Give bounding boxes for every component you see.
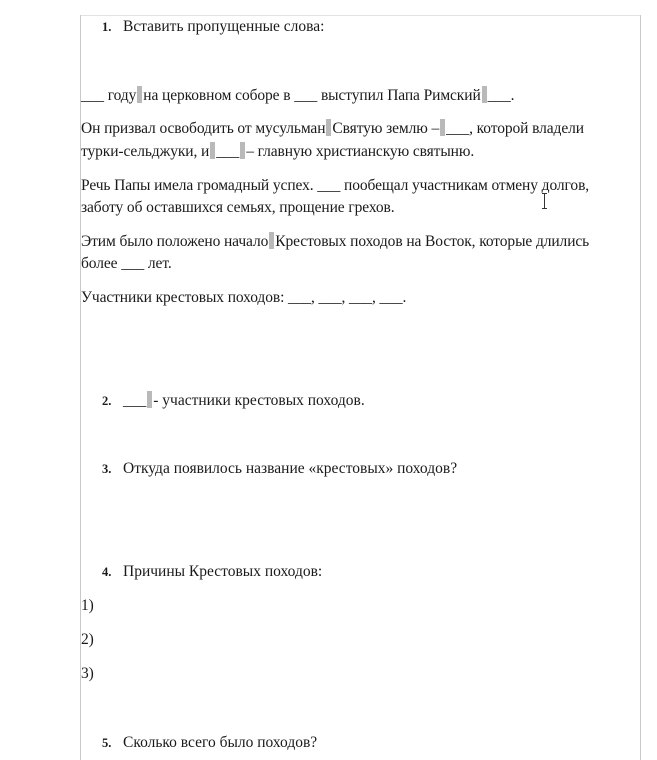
edit-mark [269, 232, 274, 249]
q5-number: 5. [102, 736, 112, 750]
fill-line-1[interactable] [81, 85, 514, 107]
edit-mark [482, 86, 487, 103]
edit-mark [137, 86, 142, 103]
fill-line-3-part-c: – главную христианскую святыню. [246, 143, 475, 160]
q2-label: - участники крестовых походов. [153, 392, 365, 409]
fill-line-1-part-c: ___. [487, 87, 515, 104]
q4-item-2[interactable]: 2) [81, 631, 94, 648]
fill-line-4[interactable]: Речь Папы имела громадный успех. ___ пообещал участникам отмену долгов, [81, 177, 590, 194]
fill-line-5[interactable]: заботу об оставшихся семьях, прощение грехов. [81, 199, 395, 216]
fill-line-3[interactable] [81, 141, 474, 163]
q2-text[interactable] [123, 390, 365, 412]
text-cursor-icon [542, 193, 548, 209]
edit-mark [240, 142, 245, 159]
fill-line-1-part-b: на церковном соборе в ___ выступил Папа Римский [143, 87, 481, 104]
fill-line-6-part-b: Крестовых походов на Восток, которые длились [275, 233, 590, 250]
q2-blank: ___ [123, 392, 147, 409]
page-right-edge [640, 15, 641, 760]
fill-line-2-part-b: Святую землю – [332, 120, 440, 137]
q4-number: 4. [102, 565, 112, 579]
fill-line-3-part-b: ___ [216, 143, 240, 160]
edit-mark [210, 142, 215, 159]
q1-number: 1. [102, 20, 112, 34]
q2-number: 2. [102, 394, 112, 408]
q1-title: Вставить пропущенные слова: [123, 18, 325, 35]
q5-title: Сколько всего было походов? [123, 734, 318, 751]
q3-title: Откуда появилось название «крестовых» походов? [123, 460, 458, 477]
fill-line-1-part-a: ___ году [81, 87, 137, 104]
edit-mark [326, 119, 331, 136]
q4-item-3[interactable]: 3) [81, 665, 94, 682]
fill-line-6[interactable] [81, 231, 589, 253]
fill-line-3-part-a: турки-сельджуки, и [81, 143, 210, 160]
edit-mark [440, 119, 445, 136]
fill-line-7[interactable]: более ___ лет. [81, 255, 172, 272]
q4-title: Причины Крестовых походов: [123, 563, 323, 580]
fill-line-6-part-a: Этим было положено начало [81, 233, 269, 250]
fill-line-8[interactable]: Участники крестовых походов: ___, ___, ___, ___. [81, 289, 407, 306]
edit-mark [147, 391, 152, 408]
fill-line-2-part-a: Он призвал освободить от мусульман [81, 120, 326, 137]
q4-item-1[interactable]: 1) [81, 597, 94, 614]
q3-number: 3. [102, 462, 112, 476]
fill-line-2[interactable] [81, 118, 584, 140]
fill-line-2-part-c: ___, которой владели [446, 120, 584, 137]
